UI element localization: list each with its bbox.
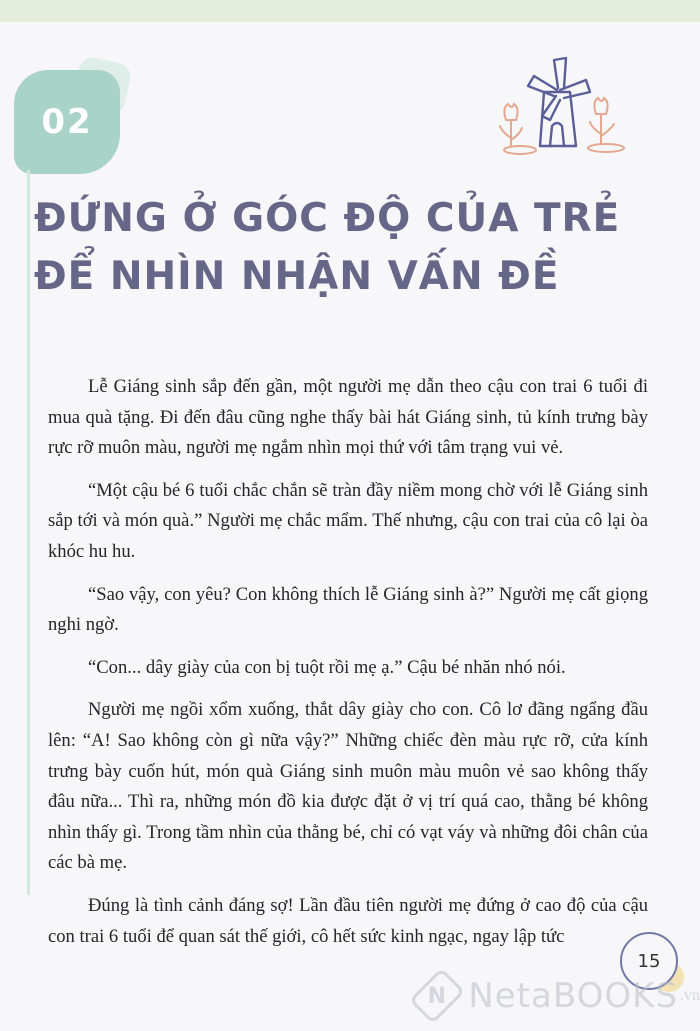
chapter-number: 02 [41, 102, 93, 142]
chapter-title-line-1: ĐỨNG Ở GÓC ĐỘ CỦA TRẺ [34, 196, 621, 241]
top-color-strip [0, 0, 700, 22]
paragraph: “Sao vậy, con yêu? Con không thích lễ Giáng sinh à?” Người mẹ cất giọng nghi ngờ. [48, 583, 648, 636]
chapter-title-line-2: ĐỂ NHÌN NHẬN VẤN ĐỀ [34, 254, 560, 299]
body-text [48, 372, 648, 964]
page-number: 15 [637, 950, 661, 972]
watermark-logo-icon: N [409, 968, 466, 1025]
tulip-icon [588, 98, 624, 152]
paragraph: “Một cậu bé 6 tuổi chắc chắn sẽ tràn đầy niềm mong chờ với lễ Giáng sinh sắp tới và món quà.” Người mẹ chắc mẩm. Thế nhưng, cậu con trai của cô lại òa khóc hu hu. [48, 479, 648, 562]
watermark-suffix: .vn [680, 987, 700, 1004]
tulip-icon [500, 104, 536, 154]
windmill-illustration [484, 46, 634, 158]
paragraph: Người mẹ ngồi xổm xuống, thắt dây giày cho con. Cô lơ đãng ngẩng đầu lên: “A! Sao không còn gì nữa vậy?” Những chiếc đèn màu rực rỡ, cửa kính trưng bày cuốn hút, món quà Giáng sinh muôn màu muôn vẻ sao không thấy đâu nữa... Thì ra, những món đồ kia được đặt ở vị trí quá cao, thằng bé không nhìn thấy gì. Trong tầm nhìn của thằng bé, chỉ có vạt váy và những đôi chân của các bà mẹ. [48, 699, 648, 874]
watermark [420, 968, 700, 1024]
chapter-badge-shape [14, 70, 120, 174]
paragraph: Lễ Giáng sinh sắp đến gần, một người mẹ dẫn theo cậu con trai 6 tuổi đi mua quà tặng. Đi đến đâu cũng nghe thấy bài hát Giáng sinh, tủ kính trưng bày rực rỡ muôn màu, người mẹ ngắm nhìn mọi thứ với tâm trạng vui vẻ. [48, 376, 648, 459]
paragraph: Đúng là tình cảnh đáng sợ! Lần đầu tiên người mẹ đứng ở cao độ của cậu con trai 6 tuổi để quan sát thế giới, cô hết sức kinh ngạc, ngay lập tức [48, 894, 648, 947]
chapter-title [34, 190, 674, 306]
paragraph: “Con... dây giày của con bị tuột rồi mẹ ạ.” Cậu bé nhăn nhó nói. [88, 656, 566, 678]
side-accent-line [27, 170, 30, 895]
watermark-brand: NetaBOOKS [468, 976, 678, 1016]
chapter-badge [14, 56, 134, 176]
